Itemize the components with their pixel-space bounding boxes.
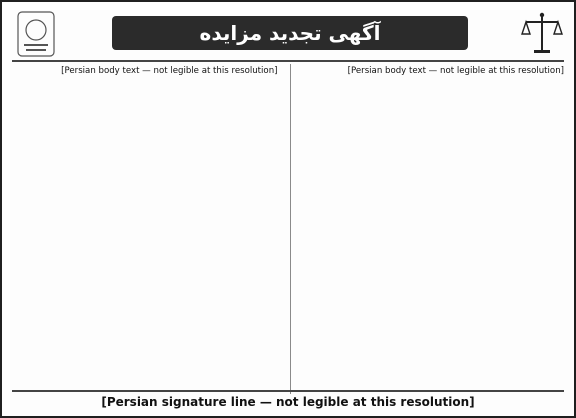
footer-signature: [Persian signature line — not legible at this resolution] bbox=[101, 395, 475, 409]
notice-header bbox=[10, 8, 570, 58]
notice-body bbox=[12, 64, 568, 394]
left-column-text: [Persian body text — not legible at this resolution] bbox=[61, 66, 278, 76]
justice-scales-emblem-icon bbox=[520, 10, 564, 58]
column-divider bbox=[290, 64, 291, 394]
notice-title: آگهی تجدید مزایده bbox=[199, 21, 381, 45]
right-column-text: [Persian body text — not legible at this resolution] bbox=[347, 66, 564, 76]
notice-footer bbox=[12, 390, 564, 412]
right-column bbox=[299, 64, 569, 394]
notice-title-bar bbox=[112, 16, 468, 50]
official-stamp-icon bbox=[16, 10, 56, 58]
header-divider bbox=[12, 60, 564, 62]
left-column bbox=[12, 64, 282, 394]
